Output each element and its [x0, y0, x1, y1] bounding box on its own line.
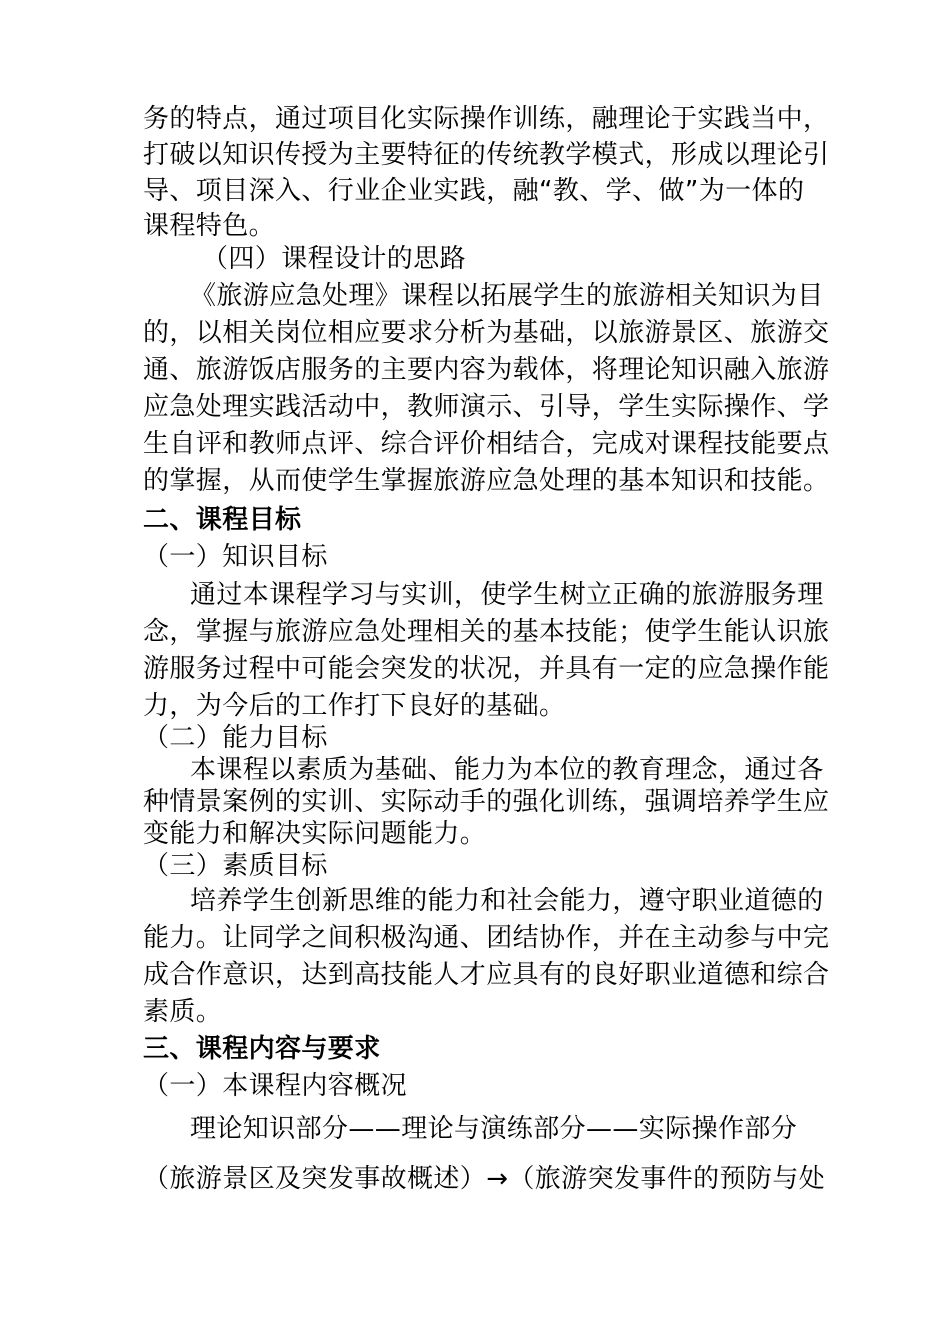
paragraph-line: 素质。: [143, 997, 223, 1027]
paragraph-line: 念，掌握与旅游应急处理相关的基本技能；使学生能认识旅: [143, 617, 830, 647]
section-heading-design: （四）课程设计的思路: [202, 244, 467, 274]
paragraph-line: 《旅游应急处理》课程以拓展学生的旅游相关知识为目: [190, 281, 824, 311]
paragraph-line: 的，以相关岗位相应要求分析为基础，以旅游景区、旅游交: [143, 318, 830, 348]
content-flow-line: 理论知识部分——理论与演练部分——实际操作部分: [190, 1114, 798, 1144]
paragraph-line: 力，为今后的工作打下良好的基础。: [143, 691, 566, 721]
subheading-quality-goals: （三）素质目标: [143, 851, 328, 881]
paragraph-line: 游服务过程中可能会突发的状况，并具有一定的应急操作能: [143, 654, 830, 684]
paragraph-line: 通、旅游饭店服务的主要内容为载体，将理论知识融入旅游: [143, 355, 830, 385]
paragraph-line: 应急处理实践活动中，教师演示、引导，学生实际操作、学: [143, 392, 830, 422]
subheading-knowledge-goals: （一）知识目标: [143, 542, 328, 572]
paragraph-line: 培养学生创新思维的能力和社会能力，遵守职业道德的: [190, 886, 824, 916]
paragraph-line: 务的特点，通过项目化实际操作训练，融理论于实践当中，: [143, 104, 830, 134]
paragraph-line: 生自评和教师点评、综合评价相结合，完成对课程技能要点: [143, 429, 830, 459]
paragraph-line: 课程特色。: [143, 211, 276, 241]
content-flow-line: （旅游景区及突发事故概述）→（旅游突发事件的预防与处: [143, 1164, 826, 1194]
subheading-ability-goals: （二）能力目标: [143, 723, 328, 753]
paragraph-line: 变能力和解决实际问题能力。: [143, 819, 487, 849]
chapter-heading-course-content: 三、课程内容与要求: [143, 1034, 381, 1064]
paragraph-line: 打破以知识传授为主要特征的传统教学模式，形成以理论引: [143, 140, 830, 170]
paragraph-line: 成合作意识，达到高技能人才应具有的良好职业道德和综合: [143, 960, 830, 990]
subheading-content-overview: （一）本课程内容概况: [143, 1071, 408, 1101]
paragraph-line: 本课程以素质为基础、能力为本位的教育理念，通过各: [190, 755, 824, 785]
paragraph-line: 种情景案例的实训、实际动手的强化训练，强调培养学生应: [143, 787, 830, 817]
chapter-heading-course-goals: 二、课程目标: [143, 505, 302, 535]
paragraph-line: 通过本课程学习与实训，使学生树立正确的旅游服务理: [190, 580, 824, 610]
paragraph-line: 导、项目深入、行业企业实践，融“教、学、做”为一体的: [143, 176, 805, 206]
paragraph-line: 的掌握，从而使学生掌握旅游应急处理的基本知识和技能。: [143, 466, 830, 496]
paragraph-line: 能力。让同学之间积极沟通、团结协作，并在主动参与中完: [143, 923, 830, 953]
